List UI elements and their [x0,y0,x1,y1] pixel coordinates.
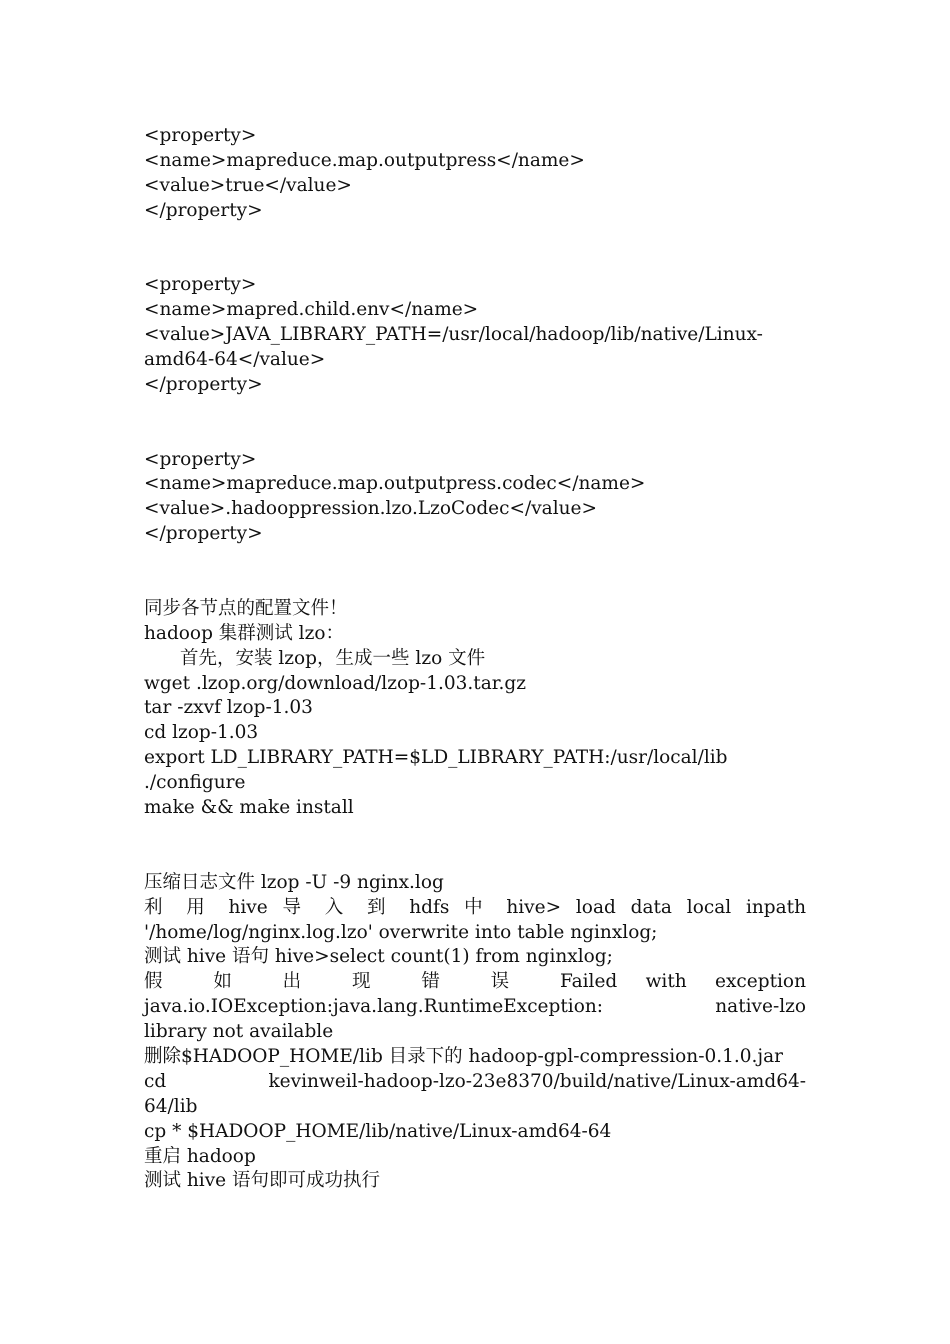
compress-log-line: 压缩日志文件 lzop -U -9 nginx.log [144,871,444,893]
copy-libs-line: cp * $HADOOP_HOME/lib/native/Linux-amd64-64 [144,1120,612,1142]
success-line: 测试 hive 语句即可成功执行 [144,1170,380,1192]
command-line: make && make install [144,797,354,819]
hive-test-section [144,871,806,1195]
command-line: export LD_LIBRARY_PATH=$LD_LIBRARY_PATH:/usr/local/lib [144,747,728,769]
cluster-test-heading: hadoop 集群测试 lzo： [144,622,344,644]
command-line: tar -zxvf lzop-1.03 [144,697,313,719]
command-line: cd lzop-1.03 [144,722,259,744]
xml-line: <value>.hadooppression.lzo.LzoCodec</value> [144,498,597,520]
hive-import-line: 利 用 hive 导 入 到 hdfs 中 hive> load data local inpath [144,896,806,918]
property-block-3 [144,448,806,548]
xml-line: <value>true</value> [144,174,352,196]
xml-line: <property> [144,274,257,296]
xml-line: </property> [144,373,263,395]
restart-hadoop-line: 重启 hadoop [144,1145,256,1167]
install-lzop-step: 首先，安装 lzop，生成一些 lzo 文件 [180,647,486,669]
blank-line [144,398,806,423]
hive-test-query-line: 测试 hive 语句 hive>select count(1) from nginxlog; [144,946,613,968]
command-line: ./configure [144,772,246,794]
xml-line: <name>mapreduce.map.outputpress.codec</name> [144,473,646,495]
blank-line [144,423,806,448]
cd-native-cont-line: 64/lib [144,1095,198,1117]
blank-line [144,821,806,846]
delete-jar-line: 删除$HADOOP_HOME/lib 目录下的 hadoop-gpl-compression-0.1.0.jar [144,1045,784,1067]
sync-config-heading: 同步各节点的配置文件！ [144,597,348,619]
command-line: wget .lzop.org/download/lzop-1.03.tar.gz [144,672,527,694]
xml-line: <name>mapred.child.env</name> [144,299,479,321]
blank-line [144,547,806,572]
document-body [144,124,806,1194]
xml-line: </property> [144,523,263,545]
blank-line [144,224,806,249]
xml-line: <value>JAVA_LIBRARY_PATH=/usr/local/hadoop/lib/native/Linux- [144,324,763,346]
cd-native-line: cd kevinweil-hadoop-lzo-23e8370/build/native/Linux-amd64- [144,1070,806,1092]
error-detail-line: library not available [144,1021,334,1043]
property-block-2 [144,273,806,397]
error-exception-line: java.io.IOException:java.lang.RuntimeException: native-lzo [144,996,806,1018]
property-block-1 [144,124,806,224]
blank-line [144,572,806,597]
hive-import-path-line: '/home/log/nginx.log.lzo' overwrite into table nginxlog; [144,921,658,943]
blank-line [144,248,806,273]
xml-line: <property> [144,125,257,146]
xml-line: <name>mapreduce.map.outputpress</name> [144,149,585,171]
xml-line: <property> [144,448,257,470]
xml-line: amd64-64</value> [144,349,326,371]
lzop-install-section [144,597,806,821]
blank-line [144,846,806,871]
error-intro-line: 假 如 出 现 错 误 Failed with exception [144,971,806,993]
xml-line: </property> [144,199,263,221]
